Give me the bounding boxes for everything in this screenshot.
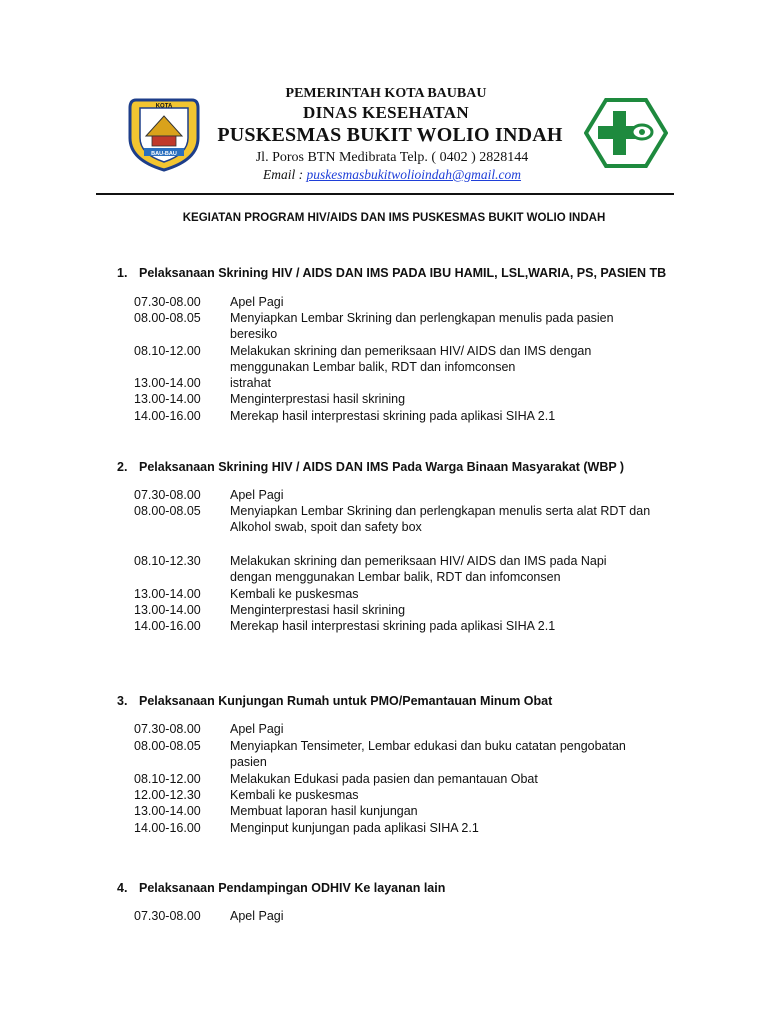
- section-heading: [117, 881, 445, 895]
- header-address: Jl. Poros BTN Medibrata Telp. ( 0402 ) 2828144: [255, 150, 529, 165]
- section-number: 4.: [117, 881, 128, 895]
- schedule-activity: Melakukan skrining dan pemeriksaan HIV/ AIDS dan IMS pada Napi dengan menggunakan Lembar balik, RDT dan infomconsen: [230, 554, 607, 584]
- schedule-activity: istrahat: [230, 376, 271, 390]
- schedule-activity: Merekap hasil interprestasi skrining pada aplikasi SIHA 2.1: [230, 619, 556, 633]
- schedule-time: 14.00-16.00: [134, 821, 201, 835]
- section-title: Pelaksanaan Pendampingan ODHIV Ke layanan lain: [139, 881, 446, 895]
- schedule-activity: Menginterprestasi hasil skrining: [230, 603, 406, 617]
- schedule-time: 08.00-08.05: [134, 311, 201, 325]
- schedule-time: 13.00-14.00: [134, 603, 201, 617]
- schedule-activity: Menyiapkan Lembar Skrining dan perlengkapan menulis pada pasien beresiko: [230, 311, 614, 341]
- puskesmas-logo: [584, 98, 668, 168]
- schedule-activity: Merekap hasil interprestasi skrining pada aplikasi SIHA 2.1: [230, 409, 556, 423]
- schedule-time: 08.00-08.05: [134, 739, 201, 753]
- schedule-activity: Apel Pagi: [230, 722, 284, 736]
- schedule-activity: Kembali ke puskesmas: [230, 587, 359, 601]
- section-heading: [117, 694, 552, 708]
- seal-text-bottom: BAU-BAU: [151, 151, 177, 157]
- email-label: Email :: [262, 167, 307, 182]
- schedule-activity: Membuat laporan hasil kunjungan: [230, 804, 418, 818]
- schedule-activity: Menginput kunjungan pada aplikasi SIHA 2.1: [230, 821, 479, 835]
- schedule-time: 07.30-08.00: [134, 295, 201, 309]
- schedule-activity: Apel Pagi: [230, 295, 284, 309]
- schedule-activity: Menyiapkan Lembar Skrining dan perlengkapan menulis serta alat RDT dan Alkohol swab, spoit dan safety box: [230, 504, 651, 534]
- section-heading: [117, 266, 666, 280]
- schedule-time: 08.00-08.05: [134, 504, 201, 518]
- schedule-activity: Apel Pagi: [230, 909, 284, 923]
- schedule-activity: Menginterprestasi hasil skrining: [230, 392, 406, 406]
- schedule-time: 12.00-12.30: [134, 788, 201, 802]
- letterhead: [0, 0, 768, 200]
- schedule-time: 13.00-14.00: [134, 804, 201, 818]
- schedule-activity: Menyiapkan Tensimeter, Lembar edukasi dan buku catatan pengobatan pasien: [230, 739, 626, 769]
- schedule-time: 13.00-14.00: [134, 392, 201, 406]
- header-divider: [96, 193, 674, 195]
- schedule-time: 14.00-16.00: [134, 409, 201, 423]
- header-line-department: DINAS KESEHATAN: [303, 103, 469, 122]
- schedule-time: 08.10-12.30: [134, 554, 201, 568]
- schedule-time: 13.00-14.00: [134, 376, 201, 390]
- header-email-line: [8, 167, 768, 183]
- section-heading: [117, 460, 624, 474]
- schedule-activity: Apel Pagi: [230, 488, 284, 502]
- document-title: KEGIATAN PROGRAM HIV/AIDS DAN IMS PUSKESMAS BUKIT WOLIO INDAH: [182, 212, 606, 224]
- email-link[interactable]: puskesmasbukitwolioindah@gmail.com: [306, 167, 522, 182]
- section-number: 2.: [117, 460, 128, 474]
- section-title: Pelaksanaan Kunjungan Rumah untuk PMO/Pemantauan Minum Obat: [139, 694, 553, 708]
- schedule-time: 08.10-12.00: [134, 344, 201, 358]
- schedule-activity: Melakukan skrining dan pemeriksaan HIV/ AIDS dan IMS dengan menggunakan Lembar balik, RDT dan infomconsen: [230, 344, 592, 374]
- schedule-activity: Kembali ke puskesmas: [230, 788, 359, 802]
- header-line-institution: PUSKESMAS BUKIT WOLIO INDAH: [217, 124, 563, 146]
- section-number: 3.: [117, 694, 128, 708]
- section-number: 1.: [117, 266, 128, 280]
- schedule-time: 07.30-08.00: [134, 722, 201, 736]
- schedule-time: 13.00-14.00: [134, 587, 201, 601]
- schedule-time: 07.30-08.00: [134, 488, 201, 502]
- schedule-activity: Melakukan Edukasi pada pasien dan pemantauan Obat: [230, 772, 538, 786]
- schedule-time: 07.30-08.00: [134, 909, 201, 923]
- header-line-government: PEMERINTAH KOTA BAUBAU: [285, 86, 487, 101]
- seal-text-top: KOTA: [155, 103, 173, 110]
- schedule-time: 08.10-12.00: [134, 772, 201, 786]
- section-title: Pelaksanaan Skrining HIV / AIDS DAN IMS Pada Warga Binaan Masyarakat (WBP ): [139, 460, 625, 474]
- section-title: Pelaksanaan Skrining HIV / AIDS DAN IMS PADA IBU HAMIL, LSL,WARIA, PS, PASIEN TB: [139, 266, 667, 280]
- schedule-time: 14.00-16.00: [134, 619, 201, 633]
